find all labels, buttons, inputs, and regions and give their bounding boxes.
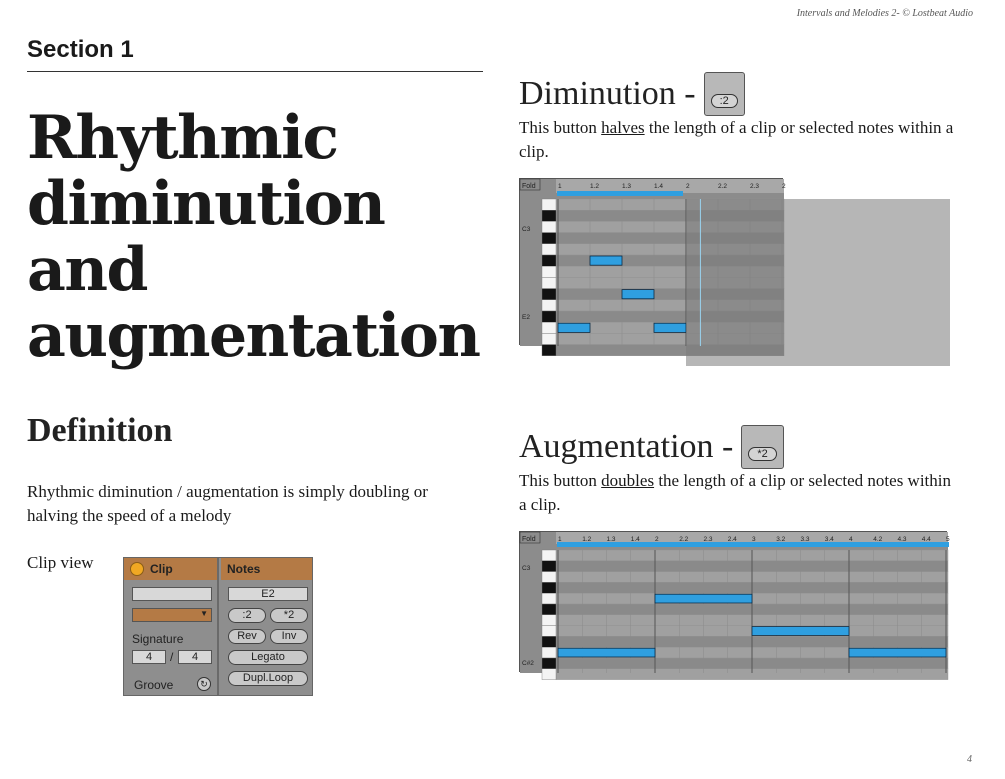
ruler-label: 1.4 [630,536,640,543]
reverse-button[interactable]: Rev [228,629,266,644]
piano-key [542,277,556,288]
halve-button[interactable]: :2 [228,608,266,623]
ruler-label: 2.2 [718,183,728,190]
title-line: Rhythmic [27,103,338,173]
augmentation-text [519,469,959,517]
ruler-label: 3.2 [776,536,786,543]
diminution-heading [519,72,745,116]
piano-key [542,593,556,604]
ruler-label: 2 [655,536,659,543]
clip-view-panel [123,557,313,696]
piano-key [542,266,556,277]
ruler-label: 4.4 [921,536,931,543]
key-label: C#2 [522,660,534,667]
fold-button: Fold [522,183,536,190]
definition-heading: Definition [27,412,173,449]
piano-key [542,311,556,322]
page-title [27,105,497,369]
double-button-label: *2 [748,447,776,461]
diminution-roll-canvas [520,179,784,346]
piano-key [542,604,556,615]
page-number: 4 [967,754,972,765]
piano-key [542,626,556,637]
ruler-label: 2 [686,183,690,190]
midi-note [655,594,752,603]
piano-key [542,244,556,255]
section-label: Section 1 [27,36,134,63]
piano-key [542,255,556,266]
double-button-illustration [741,425,783,469]
piano-key [542,345,556,356]
clip-name-field[interactable] [132,587,212,601]
ruler-label: 1 [558,536,562,543]
title-line: augmentation [27,301,480,371]
fold-button: Fold [522,536,536,543]
ruler-label: 1.2 [590,183,600,190]
halve-button-illustration [704,72,745,116]
clip-activator-icon[interactable] [130,562,144,576]
title-line: diminution [27,169,385,239]
piano-key [542,669,556,680]
ruler-label: 4 [849,536,853,543]
ruler-label: 5 [946,536,950,543]
ruler-label: 2.3 [703,536,713,543]
text-fragment: This button [519,471,602,490]
diminution-piano-roll[interactable] [519,178,786,345]
halves-emphasis: halves [601,118,645,137]
text-fragment: This button [519,118,602,137]
signature-label: Signature [132,632,184,646]
midi-note [558,323,590,332]
notes-column [221,558,312,695]
ruler-label: 3 [752,536,756,543]
augmentation-roll-canvas [520,532,948,673]
midi-note [849,648,946,657]
ruler-label: 4.2 [873,536,883,543]
signature-denominator[interactable]: 4 [178,650,212,664]
midi-note [752,627,849,636]
piano-key [542,550,556,561]
piano-key [542,300,556,311]
ruler-label: 2.4 [727,536,737,543]
midi-note [590,256,622,265]
invert-button[interactable]: Inv [270,629,308,644]
ruler-label: 3.4 [824,536,834,543]
piano-key [542,636,556,647]
piano-key [542,582,556,593]
piano-key [542,210,556,221]
legato-button[interactable]: Legato [228,650,308,665]
ruler-label: 4.3 [897,536,907,543]
clip-header [124,558,217,580]
augmentation-heading [519,425,784,469]
running-header: Intervals and Melodies 2- © Lostbeat Audio [796,8,973,19]
midi-note [558,648,655,657]
key-label: E2 [522,314,530,321]
ruler-label: 1.2 [582,536,592,543]
augmentation-heading-text: Augmentation - [519,428,734,465]
piano-key [542,658,556,669]
doubles-emphasis: doubles [601,471,655,490]
signature-numerator[interactable]: 4 [132,650,166,664]
halve-button-label: :2 [711,94,738,108]
midi-note [654,323,686,332]
clip-view-label: Clip view [27,553,94,572]
key-label: C3 [522,226,531,233]
text-fragment: the length of a clip or selected notes within a clip. [519,118,954,161]
clip-color-dropdown[interactable] [132,608,212,622]
piano-key [542,221,556,232]
definition-text: Rhythmic diminution / augmentation is simply doubling or halving the speed of a melody [27,482,428,525]
out-of-loop-shade [686,199,950,366]
piano-key [542,289,556,300]
ruler-label: 2.3 [750,183,760,190]
piano-key [542,233,556,244]
duplicate-loop-button[interactable]: Dupl.Loop [228,671,308,686]
signature-separator: / [170,650,174,664]
double-button[interactable]: *2 [270,608,308,623]
section-divider [27,71,483,72]
ruler-label: 1.3 [606,536,616,543]
ruler-label: 1 [558,183,562,190]
text-fragment: the length of a clip or selected notes within a clip. [519,471,952,514]
piano-key [542,561,556,572]
groove-label: Groove [134,678,174,692]
ruler-label: 1.4 [654,183,664,190]
midi-note [622,290,654,299]
loop-brace [557,191,683,196]
note-name-field[interactable]: E2 [228,587,308,601]
ruler-label: 3.3 [800,536,810,543]
piano-key [542,199,556,210]
piano-key [542,615,556,626]
piano-key [542,322,556,333]
title-line: and [27,235,147,305]
diminution-heading-text: Diminution - [519,75,696,112]
clip-header-label: Clip [150,562,173,576]
piano-key [542,572,556,583]
clip-column [124,558,219,695]
ruler-label: 2.2 [679,536,689,543]
key-label: C3 [522,565,531,572]
piano-key [542,333,556,344]
augmentation-piano-roll[interactable] [519,531,950,672]
ruler-label: 1.3 [622,183,632,190]
diminution-text [519,116,979,164]
notes-header: Notes [221,558,312,580]
piano-key [542,647,556,658]
groove-hot-swap-icon[interactable]: ↻ [197,677,211,691]
ruler-label: 2 [782,183,786,190]
